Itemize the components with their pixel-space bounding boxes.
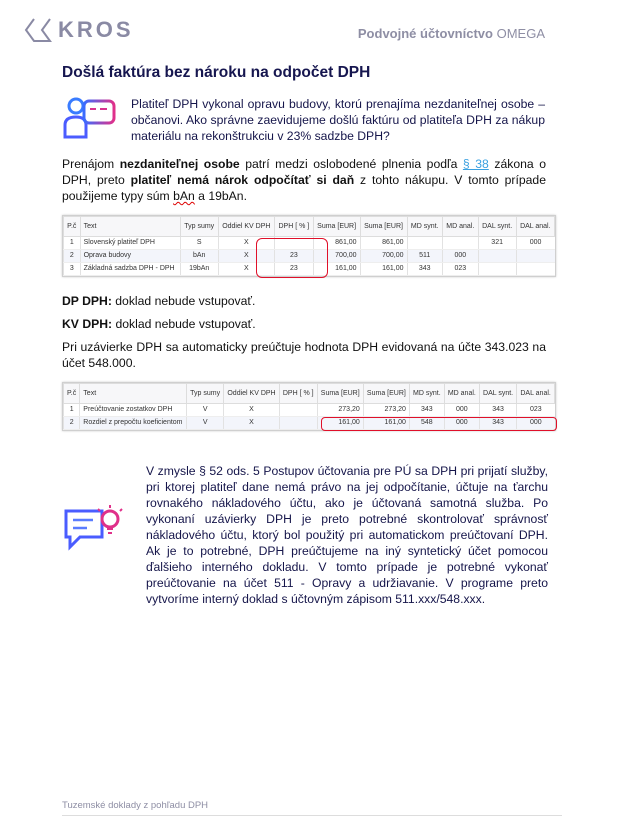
kros-logo — [24, 17, 134, 43]
column-header: Text — [80, 384, 187, 404]
dp-dph-line: DP DPH: doklad nebude vstupovať. — [62, 294, 256, 308]
table-cell: 000 — [516, 237, 554, 250]
table-cell: 161,00 — [363, 417, 409, 430]
column-header: MD synt. — [409, 384, 444, 404]
column-header: MD synt. — [407, 217, 442, 237]
table-cell: Základná sadzba DPH - DPH — [80, 263, 180, 276]
table-cell: 1 — [64, 404, 80, 417]
table-cell: Oprava budovy — [80, 250, 180, 263]
table-cell: 861,00 — [360, 237, 407, 250]
page-title: Došlá faktúra bez nároku na odpočet DPH — [62, 64, 371, 81]
column-header: DAL anal. — [517, 384, 555, 404]
column-header: Suma [EUR] — [360, 217, 407, 237]
product-name-rest: OMEGA — [496, 26, 545, 41]
explanation-paragraph: Prenájom nezdaniteľnej osobe patrí medzi oslobodené plnenia podľa § 38 zákona o DPH, preto platiteľ nemá nárok odpočítať si daň z tohto nákupu. V tomto prípade použijeme typy súm bAn a 19bAn. — [62, 157, 546, 203]
table-cell: X — [218, 250, 274, 263]
table-cell: 343 — [479, 404, 516, 417]
consultation-icon — [62, 95, 122, 141]
column-header: DAL anal. — [516, 217, 554, 237]
table-cell — [516, 263, 554, 276]
column-header: MD anal. — [444, 384, 479, 404]
table-cell: Preúčtovanie zostatkov DPH — [80, 404, 187, 417]
table-cell: bAn — [180, 250, 218, 263]
table-cell — [478, 250, 516, 263]
table-cell: 000 — [442, 250, 478, 263]
footer-text: Tuzemské doklady z pohľadu DPH — [62, 800, 209, 811]
table-cell: 2 — [64, 417, 80, 430]
kv-dph-line: KV DPH: doklad nebude vstupovať. — [62, 317, 256, 331]
table-cell: X — [224, 417, 280, 430]
closing-paragraph: Pri uzávierke DPH sa automaticky preúčtuje hodnota DPH evidovaná na účte 343.023 na účet 548.000. — [62, 340, 546, 370]
table-cell — [279, 404, 317, 417]
table-cell: 23 — [275, 263, 314, 276]
table-cell: 343 — [479, 417, 516, 430]
accounting-table-1 — [62, 215, 556, 277]
table-cell: 3 — [64, 263, 81, 276]
column-header: P.č — [64, 384, 80, 404]
table-cell: V — [187, 404, 224, 417]
column-header: Oddiel KV DPH — [224, 384, 280, 404]
table-cell — [516, 250, 554, 263]
table-cell: 000 — [444, 404, 479, 417]
highlight-box — [256, 238, 328, 278]
column-header: Suma [EUR] — [313, 217, 360, 237]
table-cell: 343 — [407, 263, 442, 276]
table-cell: 23 — [275, 250, 314, 263]
table-cell: 161,00 — [313, 263, 360, 276]
column-header: DPH [ % ] — [275, 217, 314, 237]
table-cell: 023 — [517, 404, 555, 417]
column-header: DPH [ % ] — [279, 384, 317, 404]
column-header: Suma [EUR] — [317, 384, 363, 404]
table-cell: 023 — [442, 263, 478, 276]
table-cell: 273,20 — [317, 404, 363, 417]
table-cell: S — [180, 237, 218, 250]
product-name — [358, 26, 545, 41]
column-header: P.č — [64, 217, 81, 237]
table-cell: 000 — [517, 417, 555, 430]
note-paragraph: V zmysle § 52 ods. 5 Postupov účtovania pre PÚ sa DPH pri prijatí služby, pri ktorej platiteľ dane nemá právo na jej odpočítanie, účtuje na ťarchu rovnakého nákladového účtu, ako je účtovaná samotná služba. Po vykonaní uzávierky DPH je preto potrebné skontrolovať správnosť nákladového účtu, ktorý bol použitý pri automatickom preúčtovaní DPH. Ak je to potrebné, DPH preúčtujeme na iný syntetický účet pomocou ďalšieho interného dokladu. V tomto prípade je potrebné vykonať preúčtovanie na účet 511 - Opravy a udržiavanie. V programe preto vytvoríme interný doklad s účtovným zápisom 511.xxx/548.xxx. — [146, 464, 548, 606]
column-header: Typ sumy — [187, 384, 224, 404]
column-header: Oddiel KV DPH — [218, 217, 274, 237]
table-cell: Rozdiel z prepočtu koeficientom — [80, 417, 187, 430]
column-header: DAL synt. — [478, 217, 516, 237]
footer-divider — [62, 815, 562, 816]
table-cell: 511 — [407, 250, 442, 263]
column-header: MD anal. — [442, 217, 478, 237]
column-header: DAL synt. — [479, 384, 516, 404]
column-header: Text — [80, 217, 180, 237]
table-cell: 861,00 — [313, 237, 360, 250]
table-cell: X — [218, 237, 274, 250]
table-cell: 19bAn — [180, 263, 218, 276]
table-cell: X — [224, 404, 280, 417]
table-cell: 700,00 — [313, 250, 360, 263]
table-cell: 343 — [409, 404, 444, 417]
table-cell — [442, 237, 478, 250]
table-cell: 548 — [409, 417, 444, 430]
table-cell: X — [218, 263, 274, 276]
table-cell: 1 — [64, 237, 81, 250]
table-cell: V — [187, 417, 224, 430]
law-link[interactable]: § 38 — [462, 157, 489, 171]
accounting-table-2 — [62, 382, 556, 431]
highlight-box — [321, 417, 557, 431]
product-name-bold: Podvojné účtovníctvo — [357, 26, 493, 41]
table-cell — [407, 237, 442, 250]
table-cell: 273,20 — [363, 404, 409, 417]
idea-chat-icon — [62, 503, 126, 553]
column-header: Suma [EUR] — [363, 384, 409, 404]
logo-text: KROS — [58, 17, 134, 42]
table-row — [64, 404, 555, 417]
table-cell: 161,00 — [317, 417, 363, 430]
table-cell — [478, 263, 516, 276]
kros-logo-icon — [24, 18, 52, 42]
table-cell — [279, 417, 317, 430]
table-cell: 000 — [444, 417, 479, 430]
table-cell: Slovenský platiteľ DPH — [80, 237, 180, 250]
intro-paragraph: Platiteľ DPH vykonal opravu budovy, ktorú prenajíma nezdaniteľnej osobe – občanovi. Ako správne zaevidujeme došlú faktúru od platiteľa DPH za nákup materiálu na rekonštrukciu v 23% sadzbe DPH? — [131, 97, 545, 143]
table-cell: 2 — [64, 250, 81, 263]
column-header: Typ sumy — [180, 217, 218, 237]
table-cell: 321 — [478, 237, 516, 250]
table-cell: 700,00 — [360, 250, 407, 263]
table-cell: 161,00 — [360, 263, 407, 276]
